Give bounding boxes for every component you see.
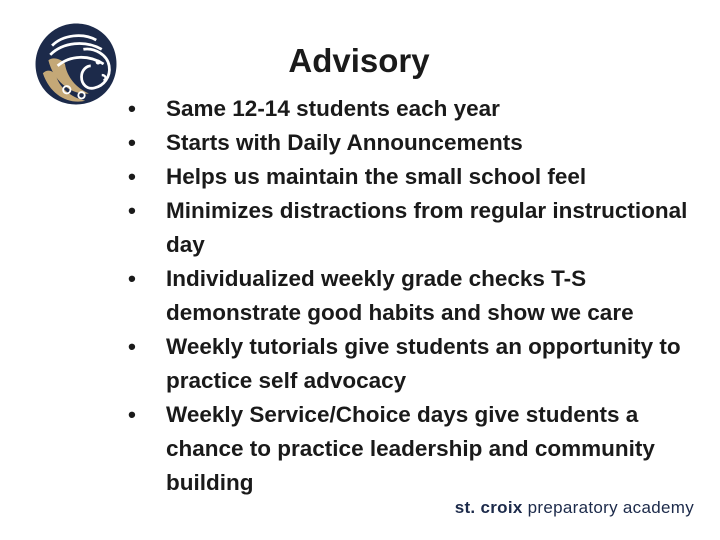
bullet-marker: • — [128, 266, 136, 291]
bullet-text: Weekly Service/Choice days give students a chance to practice leadership and community building — [166, 402, 655, 495]
slide-title — [0, 42, 720, 80]
bullet-text: Weekly tutorials give students an opportunity to practice self advocacy — [166, 334, 681, 393]
bullet-marker: • — [128, 130, 136, 155]
bullet-marker: • — [128, 96, 136, 121]
bullet-text: Helps us maintain the small school feel — [166, 164, 587, 189]
bullet-text: Same 12-14 students each year — [166, 96, 500, 121]
bullet-item — [126, 92, 700, 126]
bullet-item — [126, 398, 700, 500]
bullet-text: Minimizes distractions from regular instructional day — [166, 198, 688, 257]
school-wordmark-rest: preparatory academy — [527, 498, 694, 517]
bullet-text: Individualized weekly grade checks T-S demonstrate good habits and show we care — [166, 266, 634, 325]
bullet-item — [126, 126, 700, 160]
slide-title-text: Advisory — [288, 42, 430, 79]
bullet-item — [126, 262, 700, 330]
bullet-marker: • — [128, 164, 136, 189]
bullet-text: Starts with Daily Announcements — [166, 130, 523, 155]
bullet-marker: • — [128, 402, 136, 427]
bullet-item — [126, 160, 700, 194]
bullet-marker: • — [128, 198, 136, 223]
school-wordmark — [455, 498, 694, 518]
bullet-marker: • — [128, 334, 136, 359]
bullet-item — [126, 194, 700, 262]
bullet-item — [126, 330, 700, 398]
bullet-list — [126, 92, 700, 500]
school-wordmark-bold: st. croix — [454, 498, 523, 517]
